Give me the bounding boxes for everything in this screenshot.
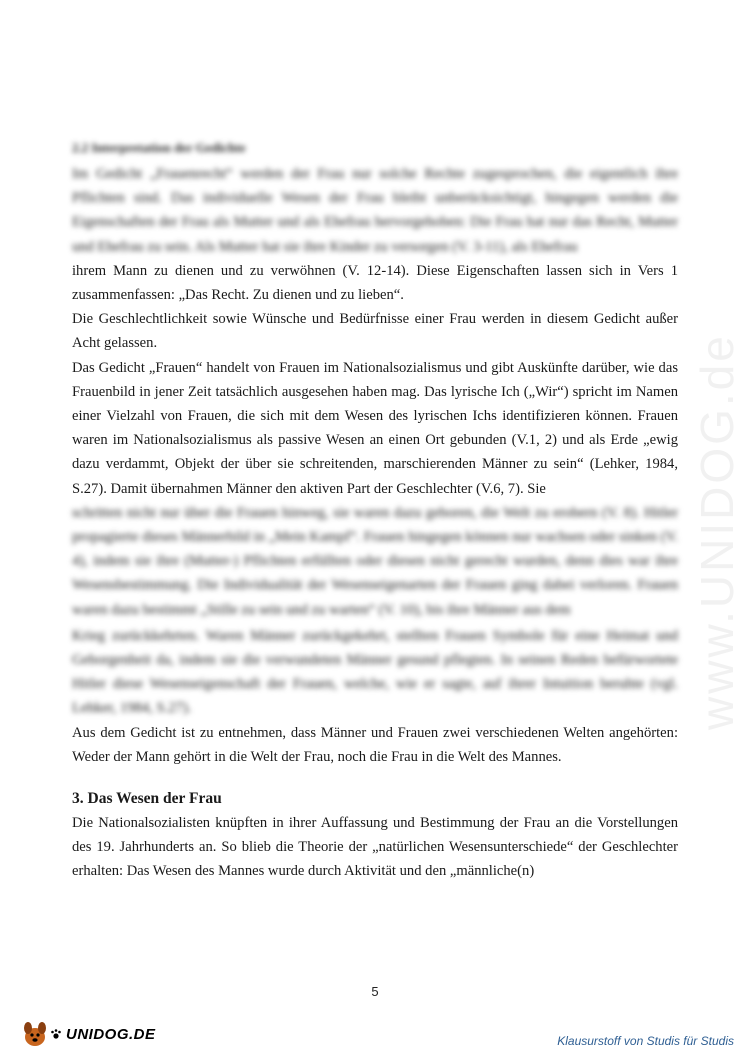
paragraph-2: Die Geschlechtlichkeit sowie Wünsche und Bedürfnisse einer Frau werden in diesem Gedicht außer Acht gelassen. — [72, 311, 678, 352]
logo-text: UNIDOG.DE — [66, 1025, 156, 1043]
section-3-heading: 3. Das Wesen der Frau — [72, 790, 222, 808]
paragraph-1 — [72, 162, 678, 307]
footer-slogan: Klausurstoff von Studis für Studis — [557, 1034, 734, 1048]
paragraph-3-visible: Das Gedicht „Frauen“ handelt von Frauen im Nationalsozialismus und gibt Auskünfte darüber, wie das Frauenbild in jener Zeit tatsächlich ausgesehen haben mag. Das lyrische Ich („Wir“) spricht im Namen einer Vielzahl von Frauen, die sich mit dem Wesen des lyrischen Ichs identifizieren können. Frauen waren im Nationalsozialismus als passive Wesen an einen Ort gebunden (V.1, 2) und als Erde „ewig dazu verdammt, Objekt der über sie schreitenden, marschierenden Männer zu sein“ (Lehker, 1984, S.27). Damit übernahmen Männer den aktiven Part der Geschlechter (V.6, 7). Sie — [72, 359, 678, 497]
paragraph-6: Die Nationalsozialisten knüpften in ihrer Auffassung und Bestimmung der Frau an die Vorstellungen des 19. Jahrhunderts an. So blieb die Theorie der „natürlichen Wesensunterschiede“ der Geschlechter erhalten: Das Wesen des Mannes wurde durch Aktivität und den „männliche(n) — [72, 815, 678, 880]
paragraph-3 — [72, 356, 678, 622]
section-heading-blurred: 2.2 Interpretation der Gedichte — [72, 140, 246, 155]
paragraph-3-blurred: schritten nicht nur über die Frauen hinweg, sie waren dazu geboren, die Welt zu erobern (V. 8). Hitler propagierte dieses Männerbild in „Mein Kampf“. Frauen hingegen können nur wachsen oder sinken (V. 4), indem sie ihre (Mutter-) Pflichten erfüllten oder diesen nicht gerecht wurden, denn dies war ihre Wesensbestimmung. Die Individualität der Wesenseigenarten der Frauen ging dabei verloren. Frauen waren dazu bestimmt „Stille zu sein und zu warten“ (V. 10), bis ihre Männer aus dem — [72, 504, 678, 618]
text-column — [72, 138, 678, 884]
paragraph-1-blurred: Im Gedicht „Frauenrecht“ werden der Frau nur solche Rechte zugesprochen, die eigentlich ihre Pflichten sind. Das individuelle Wesen der Frau bleibt unberücksichtigt, hingegen werden die Eigenschaften der Frau als Mutter und als Ehefrau hervorgehoben: Die Frau hat nur das Recht, Mutter und Ehefrau zu sein. Als Mutter hat sie ihre Kinder zu versorgen (V. 3-11), als Ehefrau — [72, 166, 678, 255]
dog-icon — [20, 1019, 50, 1049]
watermark: www.UNIDOG.de — [691, 333, 743, 730]
paragraph-5: Aus dem Gedicht ist zu entnehmen, dass Männer und Frauen zwei verschiedenen Welten angehörten: Weder der Mann gehört in die Welt der Frau, noch die Frau in die Welt des Mannes. — [72, 724, 678, 765]
unidog-logo[interactable] — [20, 1016, 156, 1052]
page-number: 5 — [371, 984, 379, 999]
paragraph-1-visible: ihrem Mann zu dienen und zu verwöhnen (V. 12-14). Diese Eigenschaften lassen sich in Vers 1 zusammenfassen: „Das Recht. Zu dienen und zu lieben“. — [72, 262, 678, 304]
paragraph-4-blurred: Krieg zurückkehrten. Waren Männer zurückgekehrt, stellten Frauen Symbole für eine Heimat und Geborgenheit da, indem sie die verwundeten Männer gesund pflegten. In seinen Reden befürwortete Hitler diese Wesenseigenschaft der Frauen, welche, wie er sagte, auf ihrer Intuition beruhte (vgl. Lehker, 1984, S.27). — [72, 627, 678, 717]
paw-icon — [50, 1028, 62, 1040]
